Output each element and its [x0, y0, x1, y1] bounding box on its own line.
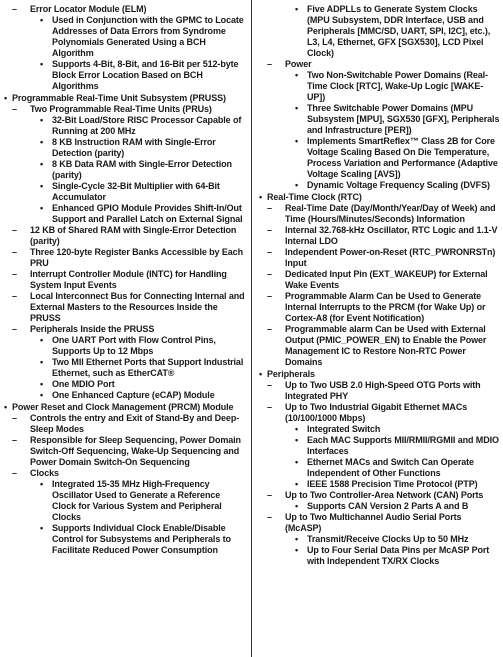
list-item-text: Implements SmartReflex™ Class 2B for Core Voltage Scaling Based On Die Temperature, Process Variation and Performance (Adaptive Voltage Scaling [AVS])	[307, 136, 498, 179]
list-item	[295, 457, 500, 479]
list-item-text: Single-Cycle 32-Bit Multiplier with 64-Bit Accumulator	[52, 181, 220, 202]
list-item	[40, 159, 245, 181]
list-item	[295, 435, 500, 457]
list-item	[2, 93, 245, 104]
dash-marker: –	[12, 468, 17, 478]
list-item-text: Programmable Real-Time Unit Subsystem (PRUSS)	[12, 93, 226, 103]
list-item-text: Real-Time Date (Day/Month/Year/Day of Week) and Time (Hours/Minutes/Seconds) Information	[285, 203, 496, 224]
list-item	[295, 501, 500, 512]
bullet-marker: •	[295, 479, 299, 489]
list-item	[40, 479, 245, 523]
list-item	[40, 137, 245, 159]
list-item	[12, 291, 245, 324]
list-item	[295, 4, 500, 59]
list-item-text: Dynamic Voltage Frequency Scaling (DVFS)	[307, 180, 490, 190]
dash-marker: –	[12, 413, 17, 423]
bullet-marker: •	[40, 379, 44, 389]
list-item	[267, 291, 500, 324]
list-item-text: Power Reset and Clock Management (PRCM) Module	[12, 402, 234, 412]
right-column	[257, 4, 500, 567]
list-item-text: Interrupt Controller Module (INTC) for Handling System Input Events	[30, 269, 227, 290]
list-item-text: Real-Time Clock (RTC)	[267, 192, 362, 202]
dash-marker: –	[12, 435, 17, 445]
list-item	[12, 225, 245, 247]
list-item-text: Internal 32.768-kHz Oscillator, RTC Logic and 1.1-V Internal LDO	[285, 225, 498, 246]
list-item-text: Two MII Ethernet Ports that Support Industrial Ethernet, such as EtherCAT®	[52, 357, 244, 378]
list-item	[40, 59, 245, 92]
list-item-text: Integrated Switch	[307, 424, 381, 434]
list-item	[40, 203, 245, 225]
list-item	[257, 192, 500, 203]
bullet-marker: •	[40, 523, 44, 533]
bullet-marker: •	[40, 15, 44, 25]
list-item-text: Transmit/Receive Clocks Up to 50 MHz	[307, 534, 469, 544]
list-item	[40, 15, 245, 59]
list-item-text: Up to Two USB 2.0 High-Speed OTG Ports with Integrated PHY	[285, 380, 481, 401]
dash-marker: –	[267, 324, 272, 334]
list-item	[2, 402, 245, 413]
dash-marker: –	[267, 490, 272, 500]
dash-marker: –	[12, 247, 17, 257]
list-item	[295, 424, 500, 435]
bullet-marker: •	[4, 402, 8, 412]
list-item	[40, 357, 245, 379]
column-divider	[251, 0, 252, 657]
bullet-marker: •	[40, 479, 44, 489]
dash-marker: –	[267, 269, 272, 279]
bullet-marker: •	[259, 192, 263, 202]
list-item	[12, 435, 245, 468]
list-item	[295, 70, 500, 103]
list-item-text: Dedicated Input Pin (EXT_WAKEUP) for External Wake Events	[285, 269, 488, 290]
list-item	[12, 269, 245, 291]
list-item-text: Two Non-Switchable Power Domains (Real-Time Clock [RTC], Wake-Up Logic [WAKE-UP])	[307, 70, 488, 102]
list-item-text: Responsible for Sleep Sequencing, Power Domain Switch-Off Sequencing, Wake-Up Sequencing and Power Domain Switch-On Sequencing	[30, 435, 241, 467]
list-item	[267, 225, 500, 247]
bullet-marker: •	[295, 534, 299, 544]
bullet-marker: •	[40, 181, 44, 191]
bullet-marker: •	[40, 159, 44, 169]
dash-marker: –	[12, 225, 17, 235]
list-item-text: Peripherals Inside the PRUSS	[30, 324, 155, 334]
list-item	[295, 136, 500, 180]
list-item-text: Power	[285, 59, 312, 69]
bullet-marker: •	[295, 424, 299, 434]
bullet-marker: •	[295, 103, 299, 113]
list-item-text: Three Switchable Power Domains (MPU Subsystem [MPU], SGX530 [GFX], Peripherals and Infrastructure [PER])	[307, 103, 500, 135]
list-item-text: Up to Two Controller-Area Network (CAN) Ports	[285, 490, 484, 500]
dash-marker: –	[12, 104, 17, 114]
list-item-text: Integrated 15-35 MHz High-Frequency Oscillator Used to Generate a Reference Clock for Various System and Peripheral Clocks	[52, 479, 222, 522]
list-item-text: Clocks	[30, 468, 59, 478]
list-item-text: Programmable alarm Can be Used with External Output (PMIC_POWER_EN) to Enable the Power Management IC to Restore Non-RTC Power Domains	[285, 324, 487, 367]
list-item	[267, 512, 500, 534]
list-item	[40, 115, 245, 137]
bullet-marker: •	[40, 203, 44, 213]
list-item-text: 12 KB of Shared RAM with Single-Error Detection (parity)	[30, 225, 237, 246]
list-item-text: Three 120-byte Register Banks Accessible by Each PRU	[30, 247, 243, 268]
list-item	[267, 203, 500, 225]
list-item	[267, 324, 500, 368]
list-item	[257, 369, 500, 380]
list-item-text: Supports CAN Version 2 Parts A and B	[307, 501, 469, 511]
bullet-marker: •	[40, 59, 44, 69]
list-item-text: Enhanced GPIO Module Provides Shift-In/Out Support and Parallel Latch on External Signal	[52, 203, 243, 224]
bullet-marker: •	[4, 93, 8, 103]
list-item	[40, 181, 245, 203]
list-item	[295, 534, 500, 545]
list-item	[12, 324, 245, 335]
list-item-text: Independent Power-on-Reset (RTC_PWRONRSTn) Input	[285, 247, 496, 268]
bullet-marker: •	[40, 115, 44, 125]
bullet-marker: •	[295, 435, 299, 445]
list-item	[267, 269, 500, 291]
bullet-marker: •	[295, 501, 299, 511]
dash-marker: –	[267, 203, 272, 213]
list-item	[295, 103, 500, 136]
dash-marker: –	[12, 4, 17, 14]
list-item-text: Up to Two Multichannel Audio Serial Ports (McASP)	[285, 512, 462, 533]
bullet-marker: •	[295, 70, 299, 80]
list-item-text: Five ADPLLs to Generate System Clocks (MPU Subsystem, DDR Interface, USB and Peripherals [MMC/SD, UART, SPI, I2C], etc.), L3, L4, Ethernet, GFX [SGX530], LCD Pixel Clock)	[307, 4, 491, 58]
list-item-text: One Enhanced Capture (eCAP) Module	[52, 390, 215, 400]
list-item-text: Local Interconnect Bus for Connecting Internal and External Masters to the Resources Inside the PRUSS	[30, 291, 245, 323]
list-item-text: 8 KB Data RAM with Single-Error Detection (parity)	[52, 159, 232, 180]
list-item-text: One UART Port with Flow Control Pins, Supports Up to 12 Mbps	[52, 335, 216, 356]
list-item-text: IEEE 1588 Precision Time Protocol (PTP)	[307, 479, 478, 489]
list-item-text: 32-Bit Load/Store RISC Processor Capable of Running at 200 MHz	[52, 115, 242, 136]
dash-marker: –	[267, 402, 272, 412]
list-item	[267, 380, 500, 402]
dash-marker: –	[267, 247, 272, 257]
left-column	[2, 4, 245, 556]
list-item	[295, 479, 500, 490]
list-item-text: Supports Individual Clock Enable/Disable Control for Subsystems and Peripherals to Facilitate Reduced Power Consumption	[52, 523, 231, 555]
list-item	[12, 247, 245, 269]
list-item-text: Used in Conjunction with the GPMC to Locate Addresses of Data Errors from Syndrome Polynomials Generated Using a BCH Algorithm	[52, 15, 244, 58]
list-item-text: Up to Two Industrial Gigabit Ethernet MACs (10/100/1000 Mbps)	[285, 402, 468, 423]
list-item	[12, 104, 245, 115]
list-item	[267, 247, 500, 269]
list-item-text: Up to Four Serial Data Pins per McASP Port with Independent TX/RX Clocks	[307, 545, 490, 566]
list-item-text: One MDIO Port	[52, 379, 115, 389]
list-item	[12, 4, 245, 15]
list-item	[12, 468, 245, 479]
bullet-marker: •	[295, 545, 299, 555]
list-item	[295, 545, 500, 567]
list-item	[40, 379, 245, 390]
list-item-text: Programmable Alarm Can be Used to Generate Internal Interrupts to the PRCM (for Wake Up) or Cortex-A8 (for Event Notification)	[285, 291, 486, 323]
list-item	[295, 180, 500, 191]
bullet-marker: •	[295, 4, 299, 14]
dash-marker: –	[12, 291, 17, 301]
list-item	[267, 59, 500, 70]
bullet-marker: •	[295, 180, 299, 190]
dash-marker: –	[267, 225, 272, 235]
list-item-text: Supports 4-Bit, 8-Bit, and 16-Bit per 512-byte Block Error Location Based on BCH Algorithms	[52, 59, 239, 91]
bullet-marker: •	[259, 369, 263, 379]
list-item-text: Two Programmable Real-Time Units (PRUs)	[30, 104, 212, 114]
dash-marker: –	[267, 380, 272, 390]
list-item-text: Controls the entry and Exit of Stand-By and Deep-Sleep Modes	[30, 413, 240, 434]
bullet-marker: •	[295, 136, 299, 146]
dash-marker: –	[12, 324, 17, 334]
dash-marker: –	[267, 512, 272, 522]
dash-marker: –	[267, 291, 272, 301]
list-item-text: 8 KB Instruction RAM with Single-Error Detection (parity)	[52, 137, 216, 158]
list-item	[40, 390, 245, 401]
list-item	[267, 402, 500, 424]
bullet-marker: •	[40, 137, 44, 147]
list-item-text: Peripherals	[267, 369, 315, 379]
list-item	[40, 335, 245, 357]
list-item	[267, 490, 500, 501]
list-item-text: Each MAC Supports MII/RMII/RGMII and MDIO Interfaces	[307, 435, 499, 456]
dash-marker: –	[267, 59, 272, 69]
dash-marker: –	[12, 269, 17, 279]
bullet-marker: •	[40, 390, 44, 400]
list-item	[12, 413, 245, 435]
list-item	[40, 523, 245, 556]
list-item-text: Ethernet MACs and Switch Can Operate Independent of Other Functions	[307, 457, 474, 478]
bullet-marker: •	[40, 335, 44, 345]
bullet-marker: •	[40, 357, 44, 367]
bullet-marker: •	[295, 457, 299, 467]
list-item-text: Error Locator Module (ELM)	[30, 4, 147, 14]
